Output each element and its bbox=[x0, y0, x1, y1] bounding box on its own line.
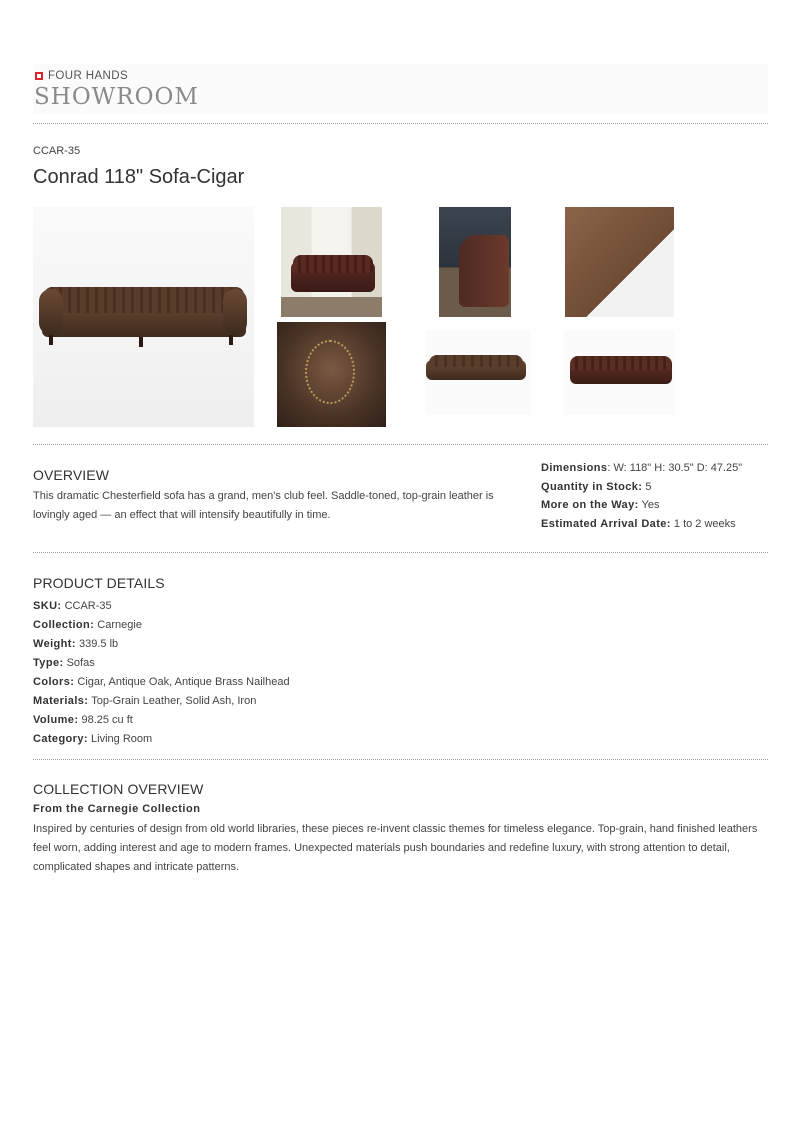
overview-heading: OVERVIEW bbox=[33, 467, 110, 483]
divider bbox=[33, 444, 768, 445]
detail-row-type: Type: Sofas bbox=[33, 657, 95, 669]
detail-row-materials: Materials: Top-Grain Leather, Solid Ash, Iron bbox=[33, 695, 257, 707]
sofa-side-image bbox=[439, 207, 511, 317]
dimensions: Dimensions: W: 118" H: 30.5" D: 47.25" bbox=[541, 462, 743, 474]
collection-subheading: From the Carnegie Collection bbox=[33, 803, 201, 815]
sofa-angle-image bbox=[564, 330, 675, 415]
divider bbox=[33, 552, 768, 553]
sofa-room-image bbox=[281, 207, 382, 317]
sofa-front-image bbox=[426, 330, 531, 415]
brand-header bbox=[33, 64, 768, 114]
product-details-list bbox=[33, 597, 290, 749]
collection-overview-heading: COLLECTION OVERVIEW bbox=[33, 781, 204, 797]
brand-name: SHOWROOM bbox=[34, 84, 199, 110]
detail-row-category: Category: Living Room bbox=[33, 733, 153, 745]
sku-header: CCAR-35 bbox=[33, 145, 81, 157]
collection-text: Inspired by centuries of design from old world libraries, these pieces re-invent classic themes for timeless elegance. Top-grain, hand finished leathers feel worn, adding interest and age to modern frames. Unexpected materials push boundaries and redefine luxury, with strong attention to detail, complicated shapes and intricate patterns. bbox=[33, 823, 758, 873]
leather-detail-image bbox=[565, 207, 674, 317]
product-title: Conrad 118" Sofa-Cigar bbox=[33, 166, 245, 188]
estimated-arrival-date: Estimated Arrival Date: 1 to 2 weeks bbox=[541, 518, 736, 530]
detail-row-sku: SKU: CCAR-35 bbox=[33, 600, 112, 612]
detail-row-weight: Weight: 339.5 lb bbox=[33, 638, 119, 650]
arm-detail-image bbox=[277, 322, 386, 427]
sofa-main-image bbox=[33, 207, 254, 427]
quantity-in-stock: Quantity in Stock: 5 bbox=[541, 481, 652, 493]
product-details-heading: PRODUCT DETAILS bbox=[33, 575, 165, 591]
company-name: FOUR HANDS bbox=[48, 70, 129, 82]
more-on-the-way: More on the Way: Yes bbox=[541, 499, 660, 511]
detail-row-colors: Colors: Cigar, Antique Oak, Antique Brass Nailhead bbox=[33, 676, 290, 688]
divider bbox=[33, 123, 768, 124]
detail-row-collection: Collection: Carnegie bbox=[33, 619, 142, 631]
four-hands-logo-icon bbox=[35, 72, 43, 80]
divider bbox=[33, 759, 768, 760]
overview-text: This dramatic Chesterfield sofa has a grand, men's club feel. Saddle-toned, top-grain leather is lovingly aged — an effect that will intensify beautifully in time. bbox=[33, 490, 494, 521]
detail-row-volume: Volume: 98.25 cu ft bbox=[33, 714, 133, 726]
